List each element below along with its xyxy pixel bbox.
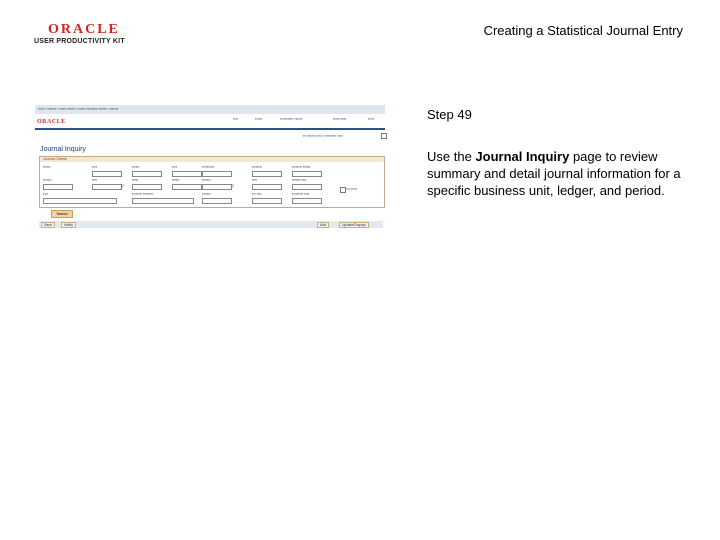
field-label: ▪▪▪▪ ▪▪▪▪▪: [345, 187, 358, 191]
field-label: ▪▪▪▪: [252, 178, 257, 182]
field-input: [132, 171, 162, 177]
field-label: ▪▪▪▪▪: [132, 178, 139, 182]
header-divider: [35, 128, 385, 130]
field-input: [202, 184, 232, 190]
logo-upk-text: USER PRODUCTIVITY KIT: [34, 38, 125, 45]
field-input: [252, 171, 282, 177]
field-input: [292, 171, 322, 177]
lookup-icon: ⚲: [231, 183, 234, 188]
criteria-panel-header: [40, 157, 384, 162]
step-description: [427, 148, 692, 199]
search-button: Search: [51, 210, 73, 218]
field-label: ▪▪▪▪: [43, 192, 48, 196]
field-input: [92, 184, 122, 190]
field-label: ▪▪▪▪▪▪▪▪: [252, 165, 262, 169]
field-input: [202, 171, 232, 177]
nav-link: ▪▪▪▪▪▪▪▪▪▪▪ ▪▪▪▪▪▪: [280, 117, 303, 121]
notify-button: Notify: [61, 222, 76, 228]
field-label: ▪▪▪▪▪▪▪: [202, 178, 211, 182]
criteria-panel-title: Journal Criteria: [43, 157, 67, 161]
desc-bold-text: Journal Inquiry: [475, 149, 570, 164]
oracle-upk-logo: [34, 22, 134, 48]
lookup-icon: ⚲: [121, 183, 124, 188]
screenshot-page-heading: Journal Inquiry: [40, 146, 86, 153]
breadcrumb: ▪▪▪▪▪ ▪ ▪▪▪▪▪▪▪ ▪ ▪▪▪▪▪▪ ▪▪▪▪▪▪ ▪ ▪▪▪▪▪▪ ▪▪▪▪▪▪▪▪▪ ▪▪▪▪▪▪ ▪ ▪▪▪▪▪▪▪: [38, 107, 119, 111]
field-label: ▪▪▪▪: [92, 178, 97, 182]
nav-link: ▪▪▪▪▪▪: [255, 117, 263, 121]
field-label: ▪▪▪▪▪▪▪: [202, 192, 211, 196]
nav-link: ▪▪▪▪▪: [368, 117, 375, 121]
field-input: [43, 184, 73, 190]
field-label: ▪▪▪▪: [92, 165, 97, 169]
update-display-button: Update/Display: [339, 222, 369, 228]
criteria-panel: [39, 156, 385, 208]
field-input: [172, 171, 202, 177]
field-input: [43, 198, 117, 204]
nav-link: ▪▪▪▪▪ ▪▪▪▪▪: [333, 117, 347, 121]
field-label: ▪▪▪▪▪▪: [132, 165, 140, 169]
field-label: ▪▪▪ ▪▪▪▪: [252, 192, 262, 196]
field-label: ▪▪▪▪▪▪▪▪▪▪: [202, 165, 215, 169]
field-label: ▪▪▪▪: [172, 165, 177, 169]
field-label: ▪▪▪▪▪▪▪▪▪ ▪▪▪▪: [292, 192, 310, 196]
screenshot-brand: ORACLE: [37, 119, 66, 125]
nav-link: ▪▪▪▪: [233, 117, 238, 121]
utility-checkbox: [381, 133, 387, 139]
field-label: ▪▪▪▪▪▪: [43, 165, 51, 169]
field-input: [132, 198, 194, 204]
save-button: Save: [41, 222, 55, 228]
field-input: [92, 171, 122, 177]
field-label: ▪▪▪▪▪▪▪: [43, 178, 52, 182]
field-label: ▪▪▪▪▪▪▪▪ ▪▪▪▪▪▪: [292, 165, 311, 169]
add-button: Add: [317, 222, 329, 228]
step-label: Step 49: [427, 107, 472, 122]
field-input: [252, 184, 282, 190]
field-label: ▪▪▪▪▪▪▪▪ ▪▪▪▪▪▪▪▪: [132, 192, 153, 196]
field-input: [292, 198, 322, 204]
checkbox: [340, 187, 346, 193]
logo-oracle-text: ORACLE: [48, 22, 120, 37]
field-label: ▪▪▪▪▪▪: [172, 178, 180, 182]
desc-text: page to review summary and detail journal information for a specific business unit, ledger, and period.: [427, 149, 681, 198]
utility-links: ▪▪▪ ▪▪▪▪▪▪ ▪▪▪▪ ▪ ▪▪▪▪▪▪▪▪▪▪ ▪▪▪▪: [303, 134, 343, 138]
field-input: [132, 184, 162, 190]
field-input: [292, 184, 322, 190]
field-input: [172, 184, 202, 190]
journal-inquiry-screenshot: [35, 105, 385, 233]
field-input: [252, 198, 282, 204]
bottom-toolbar: [39, 221, 383, 228]
desc-text: Use the: [427, 149, 476, 164]
field-input: [202, 198, 232, 204]
breadcrumb-bar: [35, 105, 385, 114]
field-label: ▪▪▪▪▪▪▪ ▪▪▪▪: [292, 178, 307, 182]
document-title: Creating a Statistical Journal Entry: [483, 23, 683, 38]
